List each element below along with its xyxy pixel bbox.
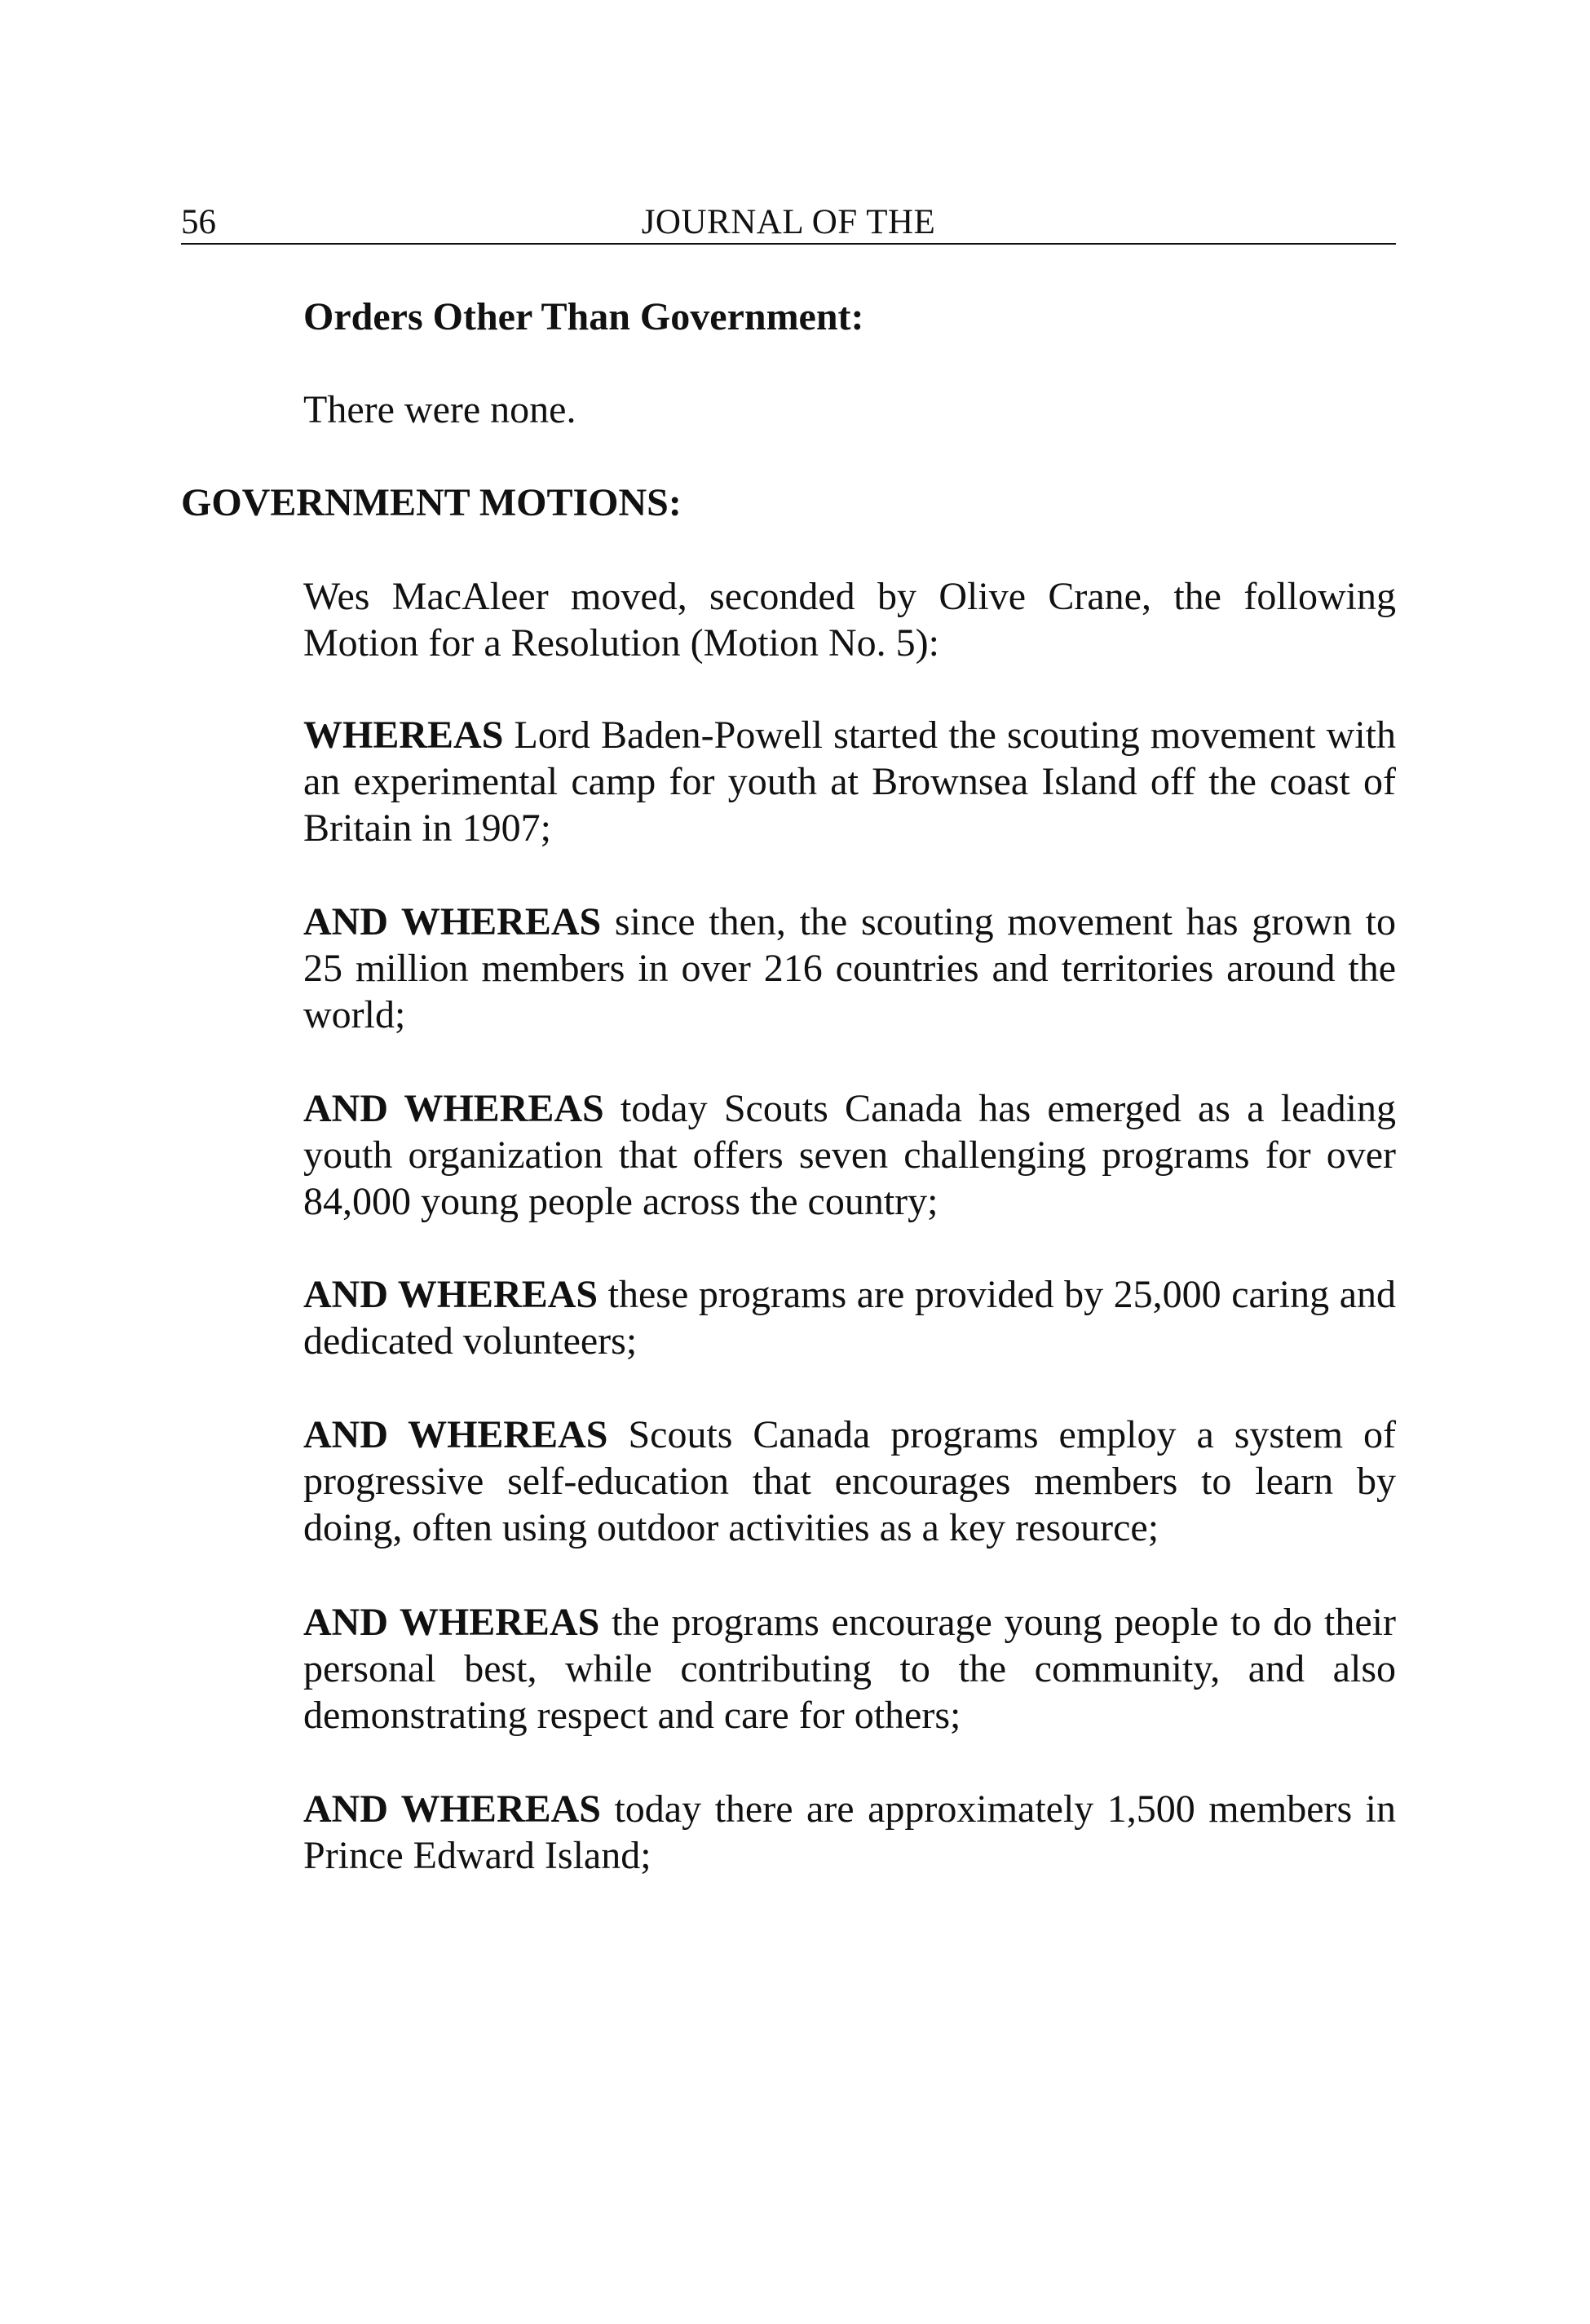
- clause-lead: AND WHEREAS: [303, 1087, 604, 1130]
- running-title: JOURNAL OF THE: [641, 203, 936, 241]
- whereas-clause: [303, 1085, 1396, 1225]
- mover-paragraph: Wes MacAleer moved, seconded by Olive Crane, the following Motion for a Resolution (Motion No. 5):: [303, 575, 1396, 665]
- clause-lead: WHEREAS: [303, 714, 504, 757]
- clause-text: the programs encourage young people to do their personal best, while contributing to the community, and also demonstrating respect and care for others;: [303, 1601, 1397, 1737]
- whereas-clause: [303, 899, 1396, 1038]
- whereas-clause: [303, 1786, 1396, 1879]
- whereas-clause: [303, 1412, 1396, 1551]
- orders-other-heading: Orders Other Than Government:: [303, 295, 864, 338]
- page-number: 56: [181, 203, 216, 241]
- clause-lead: AND WHEREAS: [303, 900, 602, 943]
- whereas-clause: [303, 1271, 1396, 1364]
- page-header: [181, 202, 1396, 245]
- clause-lead: AND WHEREAS: [303, 1273, 598, 1316]
- whereas-clause: [303, 1599, 1396, 1739]
- clause-lead: AND WHEREAS: [303, 1601, 600, 1644]
- clause-lead: AND WHEREAS: [303, 1413, 608, 1456]
- clause-text: Lord Baden-Powell started the scouting movement with an experimental camp for youth at Brownsea Island off the coast of Britain in 1907;: [303, 714, 1396, 850]
- whereas-clause: [303, 712, 1396, 851]
- clause-text: these programs are provided by 25,000 caring and dedicated volunteers;: [303, 1273, 1397, 1363]
- clause-text: today Scouts Canada has emerged as a leading youth organization that offers seven challenging programs for over 84,000 young people across the country;: [303, 1087, 1396, 1223]
- clause-text: Scouts Canada programs employ a system of progressive self-education that encourages members to learn by doing, often using outdoor activities as a key resource;: [303, 1413, 1397, 1549]
- government-motions-heading: GOVERNMENT MOTIONS:: [181, 481, 682, 524]
- orders-other-text: There were none.: [303, 388, 576, 431]
- clause-text: today there are approximately 1,500 members in Prince Edward Island;: [303, 1787, 1397, 1877]
- clause-text: since then, the scouting movement has grown to 25 million members in over 216 countries and territories around the world;: [303, 900, 1396, 1036]
- clause-lead: AND WHEREAS: [303, 1787, 601, 1831]
